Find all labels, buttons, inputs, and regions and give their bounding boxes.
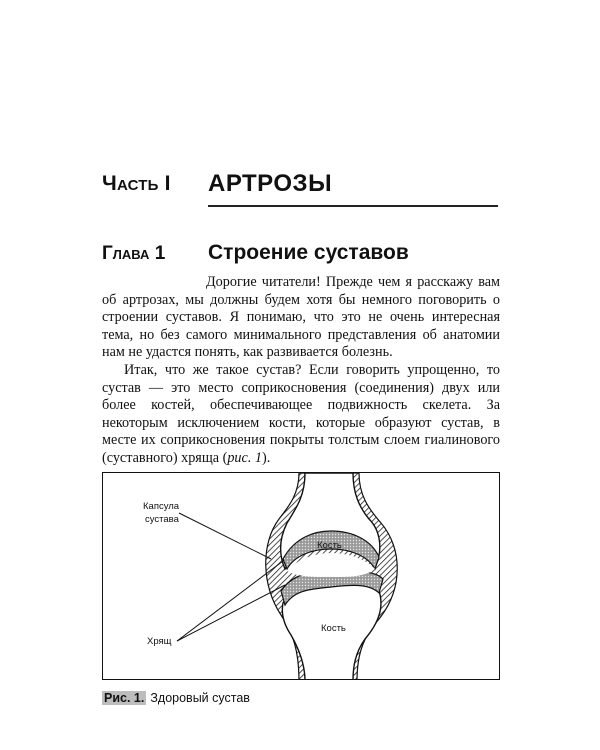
label-cartilage: Хрящ [147, 636, 172, 647]
capsule-leader-line [179, 513, 271, 559]
paragraph-joint-definition [102, 362, 500, 468]
label-capsule-line2: сустава [145, 514, 179, 525]
figure-number: Рис. 1. [104, 691, 145, 705]
joint-diagram [103, 473, 500, 680]
cartilage-leader-line-1 [177, 561, 283, 641]
paragraph-joint-definition-text: Итак, что же такое сустав? Если говорить упрощенно, то сустав — это место соприкосновения (соединения) двух или более костей, обеспечивающее подвижность скелета. За некоторым исключением кости, которые образуют сустав, в месте их соприкосновения покрыты толстым слоем гиалинового (суставного) хряща ( [102, 361, 500, 466]
chapter-label: Глава 1 [102, 243, 166, 264]
figure-caption-text: Здоровый сустав [150, 691, 250, 705]
label-bone-top: Кость [317, 540, 342, 551]
joint-figure [102, 472, 500, 680]
part-title-underline [208, 205, 498, 207]
part-label: Часть I [102, 172, 171, 195]
paragraph-intro: Дорогие читатели! Прежде чем я расскажу вам об артрозах, мы должны будем хотя бы немного поговорить о строении суставов. Я понимаю, что это не очень интересная тема, но без самого минимального представления об анатомии нам не удастся понять, как развивается болезнь. [102, 274, 500, 361]
cartilage-leader-line-2 [177, 585, 285, 641]
body-text [102, 274, 500, 468]
paragraph-joint-definition-end: ). [262, 449, 271, 466]
label-capsule-line1: Капсула [143, 501, 180, 512]
figure-reference: рис. 1 [227, 449, 263, 466]
label-bone-bottom: Кость [321, 623, 346, 634]
chapter-title: Строение суставов [208, 241, 409, 264]
part-title: АРТРОЗЫ [208, 170, 333, 197]
figure-caption [102, 691, 250, 705]
